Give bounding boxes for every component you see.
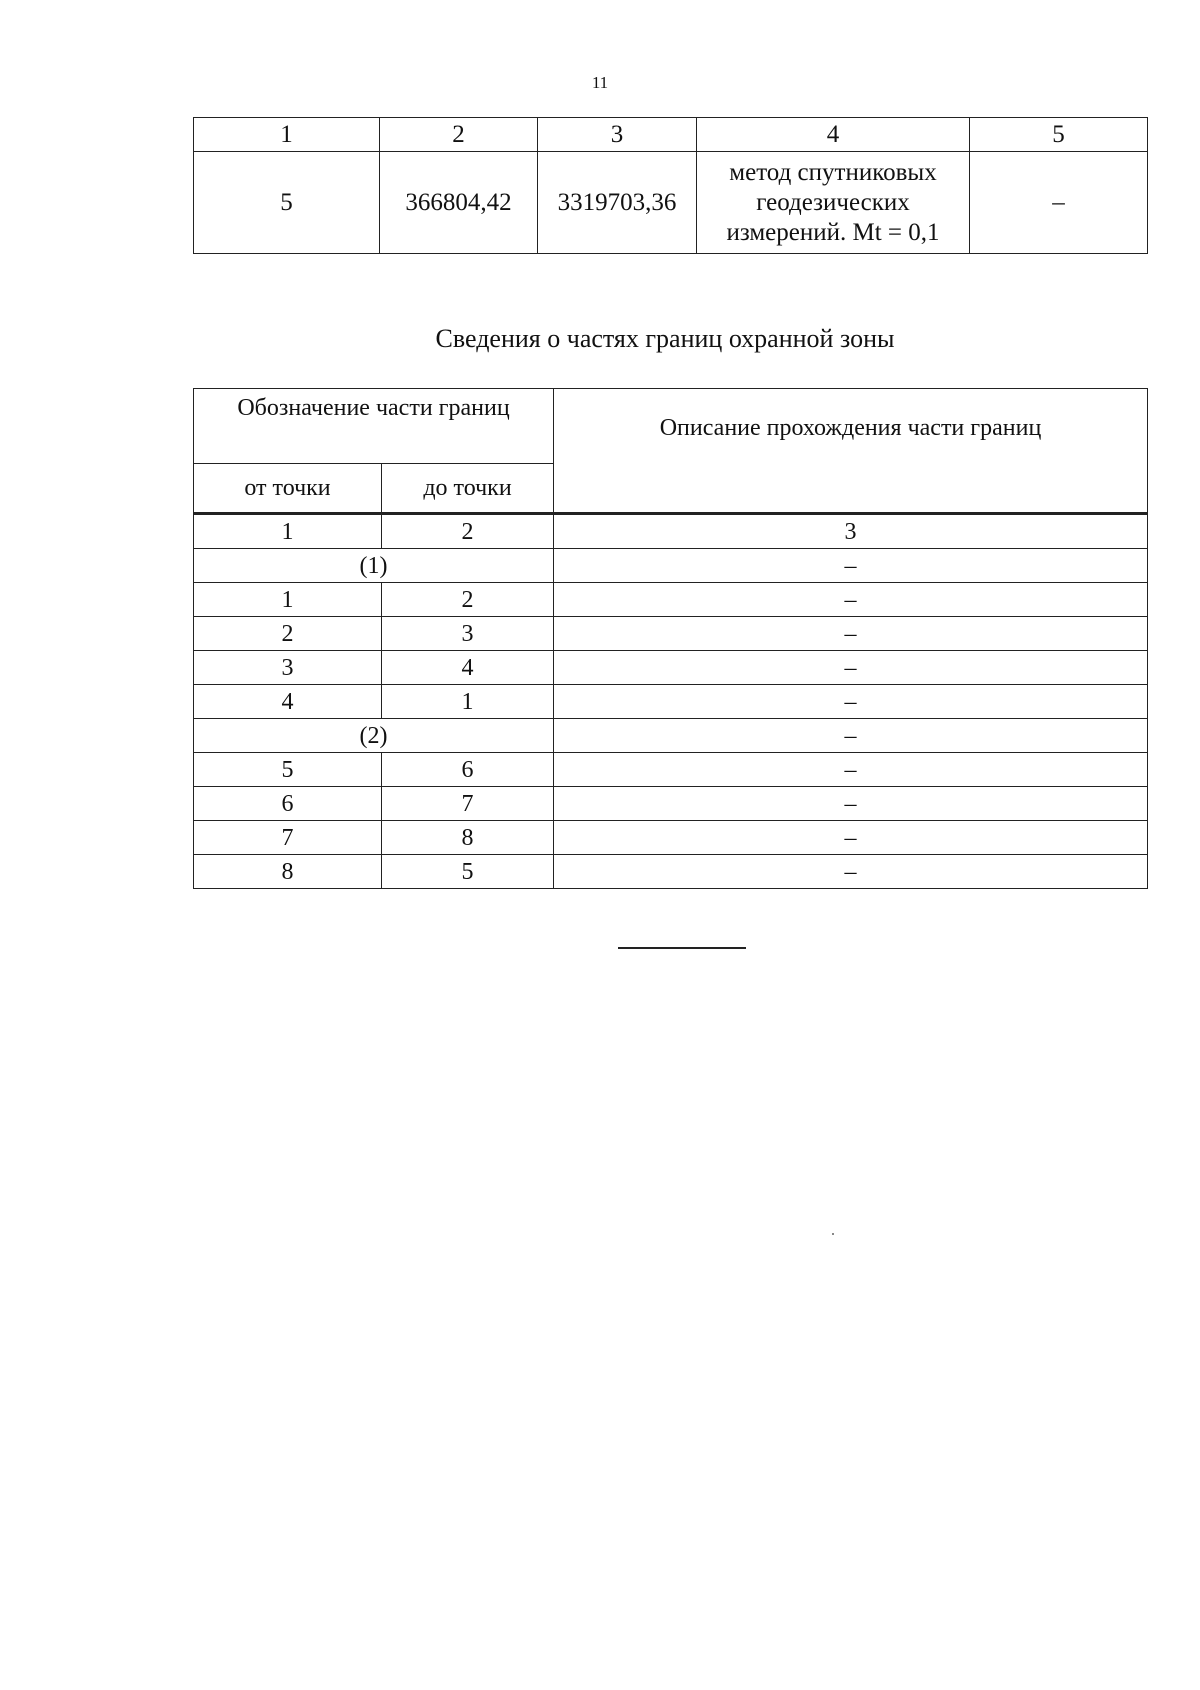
from-point: 8 [194, 855, 382, 889]
group-description: – [554, 549, 1148, 583]
table-row [194, 787, 1148, 821]
column-number: 3 [554, 514, 1148, 549]
table-row [194, 855, 1148, 889]
row-description: – [554, 787, 1148, 821]
group-description: – [554, 719, 1148, 753]
to-point: 7 [382, 787, 554, 821]
row-description: – [554, 583, 1148, 617]
column-number: 2 [380, 118, 538, 152]
from-point: 4 [194, 685, 382, 719]
from-point-header: от точки [194, 464, 382, 514]
column-number-row [194, 118, 1148, 152]
from-point: 3 [194, 651, 382, 685]
row-description: – [554, 617, 1148, 651]
page-number: 11 [591, 73, 609, 92]
column-number: 2 [382, 514, 554, 549]
column-number: 1 [194, 514, 382, 549]
method-line: измерений. Mt = 0,1 [726, 218, 940, 246]
description-cell: – [970, 152, 1148, 254]
row-description: – [554, 685, 1148, 719]
column-number: 1 [194, 118, 380, 152]
row-description: – [554, 753, 1148, 787]
group-label: (2) [194, 719, 554, 753]
table-row [194, 152, 1148, 254]
from-point: 6 [194, 787, 382, 821]
closing-line [618, 947, 746, 949]
to-point: 4 [382, 651, 554, 685]
table-row [194, 651, 1148, 685]
row-description: – [554, 855, 1148, 889]
to-point: 8 [382, 821, 554, 855]
column-number: 4 [697, 118, 970, 152]
x-coordinate: 366804,42 [380, 152, 538, 254]
column-number-row [194, 514, 1148, 549]
section-title: Сведения о частях границ охранной зоны [435, 324, 895, 353]
description-header: Описание прохождения части границ [554, 389, 1148, 514]
method-line: метод спутниковых [729, 158, 937, 186]
point-number: 5 [194, 152, 380, 254]
table-row [194, 583, 1148, 617]
group-row [194, 719, 1148, 753]
y-coordinate: 3319703,36 [538, 152, 697, 254]
boundary-parts-table [193, 388, 1148, 889]
from-point: 1 [194, 583, 382, 617]
to-point: 2 [382, 583, 554, 617]
to-point: 6 [382, 753, 554, 787]
scan-speck [832, 1233, 834, 1235]
method-line: геодезических [756, 188, 910, 216]
designation-header: Обозначение части границ [194, 389, 554, 464]
group-label: (1) [194, 549, 554, 583]
table-row [194, 617, 1148, 651]
column-number: 3 [538, 118, 697, 152]
header-row [194, 389, 1148, 464]
to-point: 1 [382, 685, 554, 719]
from-point: 7 [194, 821, 382, 855]
to-point: 3 [382, 617, 554, 651]
from-point: 5 [194, 753, 382, 787]
table-row [194, 685, 1148, 719]
column-number: 5 [970, 118, 1148, 152]
table-row [194, 821, 1148, 855]
row-description: – [554, 651, 1148, 685]
to-point-header: до точки [382, 464, 554, 514]
table-row [194, 753, 1148, 787]
row-description: – [554, 821, 1148, 855]
method-cell [697, 152, 970, 254]
group-row [194, 549, 1148, 583]
from-point: 2 [194, 617, 382, 651]
to-point: 5 [382, 855, 554, 889]
coordinates-table [193, 117, 1148, 254]
